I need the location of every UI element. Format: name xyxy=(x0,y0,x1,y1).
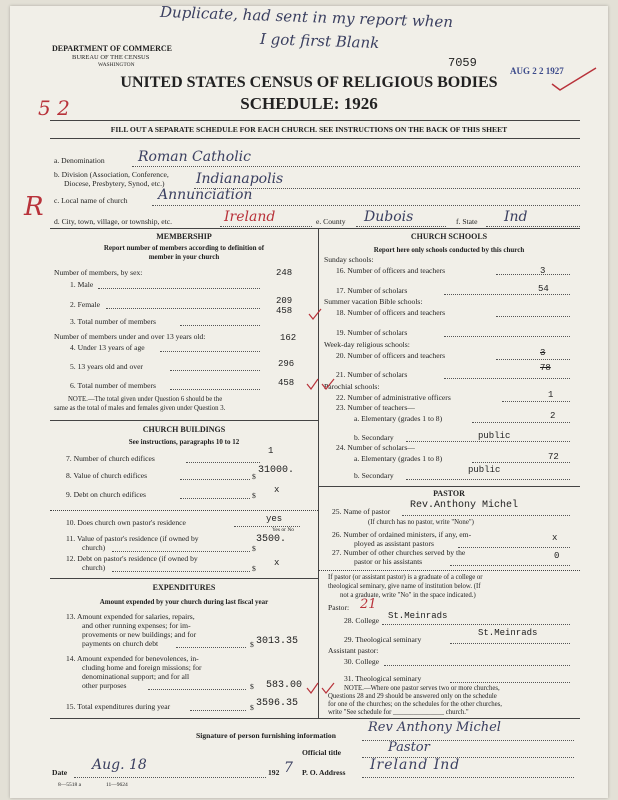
q15-label: 15. Total expenditures during year xyxy=(66,702,171,711)
division-label: b. Division (Association, Conference, xyxy=(54,170,169,179)
red-check-icon xyxy=(308,308,322,322)
q18-leader xyxy=(496,316,570,317)
pastor-note-2: Questions 28 and 29 should be answered only on the schedule xyxy=(328,693,497,700)
q26-label-a: 26. Number of ordained ministers, if any, em- xyxy=(332,530,472,539)
grad-text-2: theological seminary, give name of institution below. (If xyxy=(328,583,481,590)
grad-text-1: If pastor (or assistant pastor) is a graduate of a college or xyxy=(328,574,483,581)
q5-value: 296 xyxy=(278,359,295,369)
q25-note: (If church has no pastor, write "None") xyxy=(368,519,474,526)
table-bottom-rule xyxy=(50,718,580,719)
schools-sub: Report here only schools conducted by this church xyxy=(373,246,525,254)
census-schedule-sheet xyxy=(10,2,608,798)
q27-label-b: pastor or his assistants xyxy=(354,557,423,566)
q13-value: 3013.35 xyxy=(256,636,299,647)
q12-label-b: church) xyxy=(82,563,106,572)
q24-label: 24. Number of scholars— xyxy=(336,443,415,452)
q12-dollar: $ xyxy=(252,564,256,573)
buildings-title: CHURCH BUILDINGS xyxy=(142,425,226,434)
county-line xyxy=(356,226,446,227)
q13-leader xyxy=(176,647,246,648)
denomination-line xyxy=(132,166,580,167)
q3-value: 458 xyxy=(276,306,293,316)
q14-dollar: $ xyxy=(250,682,254,691)
q23b-label: b. Secondary xyxy=(354,433,394,442)
pastor-note-4: write "See schedule for _______________ church." xyxy=(328,709,469,716)
pastor-note-1: NOTE.—Where one pastor serves two or more churches, xyxy=(344,685,500,692)
center-divider xyxy=(318,228,319,718)
q6-label: 6. Total number of members xyxy=(70,381,157,390)
q3-leader xyxy=(180,325,260,326)
q10-label: 10. Does church own pastor's residence xyxy=(66,518,186,527)
fill-instruction: FILL OUT A SEPARATE SCHEDULE FOR EACH CHURCH. SEE INSTRUCTIONS ON THE BACK OF THIS SHEET xyxy=(110,125,508,134)
q8-dollar: $ xyxy=(252,472,256,481)
q24b-value: public xyxy=(468,465,501,475)
q13-label-a: 13. Amount expended for salaries, repairs, xyxy=(66,612,195,621)
q11-label-a: 11. Value of pastor's residence (if owned by xyxy=(66,534,199,543)
pastor-sub-label: Pastor: xyxy=(328,603,350,612)
q21-label: 21. Number of scholars xyxy=(336,370,408,379)
stamp-date: AUG 2 2 1927 xyxy=(510,66,564,76)
rule-membership xyxy=(50,420,318,421)
q9-value: x xyxy=(274,485,280,495)
q2-leader xyxy=(106,308,260,309)
q30-label: 30. College xyxy=(344,657,380,666)
official-title-label: Official title xyxy=(302,748,342,757)
q31-leader xyxy=(450,682,570,683)
q15-value: 3596.35 xyxy=(256,698,299,709)
q10-value: yes xyxy=(266,514,283,524)
schools-title: CHURCH SCHOOLS xyxy=(410,232,488,241)
q31-label: 31. Theological seminary xyxy=(344,674,422,683)
q26-leader xyxy=(458,547,570,548)
membership-title: MEMBERSHIP xyxy=(156,232,212,241)
q1-leader xyxy=(98,288,260,289)
membership-note-2: same as the total of males and females given under Question 3. xyxy=(54,405,226,412)
q15-leader xyxy=(190,710,246,711)
q7-label: 7. Number of church edifices xyxy=(66,454,155,463)
q24b-leader xyxy=(406,479,570,480)
q18-label: 18. Number of officers and teachers xyxy=(336,308,446,317)
q29-leader xyxy=(450,643,570,644)
q22-leader xyxy=(502,401,570,402)
q15-dollar: $ xyxy=(250,703,254,712)
pastor-title: PASTOR xyxy=(433,489,465,498)
q23b-leader xyxy=(406,441,570,442)
pastor-note-3: for one of the churches; on the schedules for the other churches, xyxy=(328,701,503,708)
parochial-label: Parochial schools: xyxy=(324,382,380,391)
q2-value: 209 xyxy=(276,296,293,306)
q7-leader xyxy=(186,462,260,463)
local-name-value: Annunciation xyxy=(158,187,253,203)
form-subtitle: SCHEDULE: 1926 xyxy=(240,94,378,113)
q20-leader xyxy=(496,359,570,360)
q12-leader xyxy=(112,571,250,572)
city-label: d. City, town, village, or township, etc. xyxy=(54,217,173,226)
q4-leader xyxy=(160,351,260,352)
q14-leader xyxy=(148,689,246,690)
q20-value: 3 xyxy=(540,348,546,358)
signature-value: Rev Anthony Michel xyxy=(368,720,501,735)
division-value: Indianapolis xyxy=(196,171,284,187)
expenditures-title: EXPENDITURES xyxy=(152,583,216,592)
q4-label: 4. Under 13 years of age xyxy=(70,343,145,352)
stamp-number: 7059 xyxy=(448,56,477,70)
official-title-value: Pastor xyxy=(388,740,430,755)
table-top-rule xyxy=(50,228,580,229)
q17-label: 17. Number of scholars xyxy=(336,286,408,295)
rule-pastor-mid xyxy=(318,570,580,571)
local-name-line xyxy=(152,205,580,206)
q23a-leader xyxy=(472,422,570,423)
yes-no-hint: Yes or No xyxy=(272,527,295,533)
division-label-2: Diocese, Presbytery, Synod, etc.) xyxy=(64,179,165,188)
red-check-icon xyxy=(306,378,336,392)
q14-value: 583.00 xyxy=(266,680,303,691)
q14-label-c: denominational support; and for all xyxy=(82,672,190,681)
q23b-value: public xyxy=(478,431,511,441)
weekday-label: Week-day religious schools: xyxy=(324,340,410,349)
q13-label-d: payments on church debt xyxy=(82,639,159,648)
rule-instruction xyxy=(50,138,580,139)
rule-buildings xyxy=(50,578,318,579)
red-check-icon xyxy=(306,682,336,696)
local-name-label: c. Local name of church xyxy=(54,196,128,205)
rule-buildings-mid xyxy=(50,510,318,511)
q11-leader xyxy=(112,551,250,552)
q6-value: 458 xyxy=(278,378,295,388)
q22-value: 1 xyxy=(548,390,554,400)
county-value: Dubois xyxy=(364,209,414,225)
q24a-leader xyxy=(472,462,570,463)
membership-note-1: NOTE.—The total given under Question 6 should be the xyxy=(68,396,223,403)
q27-leader xyxy=(450,565,570,566)
denomination-label: a. Denomination xyxy=(54,156,105,165)
q1-value: 248 xyxy=(276,268,293,278)
q24b-label: b. Secondary xyxy=(354,471,394,480)
rule-schools xyxy=(318,486,580,487)
q5-leader xyxy=(170,370,260,371)
margin-letter: R xyxy=(24,192,44,222)
grad-text-3: not a graduate, write "No" in the space indicated.) xyxy=(340,592,476,599)
q29-label: 29. Theological seminary xyxy=(344,635,422,644)
po-address-value: Ireland Ind xyxy=(370,757,461,773)
q13-label-b: and other running expenses; for im- xyxy=(82,621,191,630)
q19-leader xyxy=(444,336,570,337)
county-label: e. County xyxy=(316,217,346,226)
q26-label-b: ployed as assistant pastors xyxy=(354,539,434,548)
q9-label: 9. Debt on church edifices xyxy=(66,490,146,499)
state-value: Ind xyxy=(504,209,528,225)
q12-value: x xyxy=(274,558,280,568)
q28-value: St.Meinrads xyxy=(388,611,448,621)
buildings-sub: See instructions, paragraphs 10 to 12 xyxy=(128,438,240,446)
q19-label: 19. Number of scholars xyxy=(336,328,408,337)
q20-label: 20. Number of officers and teachers xyxy=(336,351,446,360)
q27-value: 0 xyxy=(554,551,560,561)
q4-value: 162 xyxy=(280,333,297,343)
q16-leader xyxy=(496,274,570,275)
q23-label: 23. Number of teachers— xyxy=(336,403,415,412)
q28-label: 28. College xyxy=(344,616,380,625)
year-value: 7 xyxy=(284,760,293,776)
q9-leader xyxy=(180,498,250,499)
q17-value: 54 xyxy=(538,284,549,294)
q13-label-c: provements or new buildings; and for xyxy=(82,630,197,639)
q22-label: 22. Number of administrative officers xyxy=(336,393,451,402)
date-value: Aug. 18 xyxy=(92,757,147,773)
signature-label: Signature of person furnishing information xyxy=(196,731,336,740)
q11-dollar: $ xyxy=(252,544,256,553)
q11-label-b: church) xyxy=(82,543,106,552)
form-title: UNITED STATES CENSUS OF RELIGIOUS BODIES xyxy=(120,74,498,91)
year-label: 192 xyxy=(268,768,280,777)
membership-intro-2: member in your church xyxy=(148,253,220,261)
q12-label-a: 12. Debt on pastor's residence (if owned by xyxy=(66,554,198,563)
q9-dollar: $ xyxy=(252,491,256,500)
q11-value: 3500. xyxy=(256,534,287,545)
q16-value: 3 xyxy=(540,266,546,276)
department-line3: WASHINGTON xyxy=(98,62,135,68)
pastor-mark: 21 xyxy=(360,597,377,612)
handwritten-note-line1: Duplicate, had sent in my report when xyxy=(159,2,454,32)
handwritten-note-line2: I got first Blank xyxy=(259,29,380,53)
expenditures-sub: Amount expended by your church during last fiscal year xyxy=(99,598,269,606)
q16-label: 16. Number of officers and teachers xyxy=(336,266,446,275)
city-line xyxy=(220,226,312,227)
q3-label: 3. Total number of members xyxy=(70,317,157,326)
q23a-label: a. Elementary (grades 1 to 8) xyxy=(354,414,443,423)
state-line xyxy=(486,226,580,227)
q14-label-d: other purposes xyxy=(82,681,127,690)
q6-leader xyxy=(170,389,260,390)
denomination-value: Roman Catholic xyxy=(138,149,251,165)
state-label: f. State xyxy=(456,217,478,226)
q14-label-b: cluding home and foreign missions; for xyxy=(82,663,202,672)
q8-value: 31000. xyxy=(258,465,295,476)
q27-label-a: 27. Number of other churches served by the xyxy=(332,548,466,557)
q17-leader xyxy=(444,294,570,295)
q7-value: 1 xyxy=(268,446,274,456)
q2-label: 2. Female xyxy=(70,300,100,309)
membership-intro-1: Report number of members according to definition of xyxy=(103,244,265,252)
assistant-label: Assistant pastor: xyxy=(328,646,379,655)
form-number: 8—5518 a xyxy=(58,782,82,788)
by-sex-label: Number of members, by sex: xyxy=(54,268,143,277)
q8-label: 8. Value of church edifices xyxy=(66,471,148,480)
q25-value: Rev.Anthony Michel xyxy=(410,500,519,511)
margin-number: 5 2 xyxy=(38,96,70,120)
date-label: Date xyxy=(52,768,68,777)
q13-dollar: $ xyxy=(250,640,254,649)
by-age-label: Number of members under and over 13 years old: xyxy=(54,332,206,341)
q30-leader xyxy=(384,665,570,666)
q14-label-a: 14. Amount expended for benevolences, in- xyxy=(66,654,199,663)
q24a-label: a. Elementary (grades 1 to 8) xyxy=(354,454,443,463)
q21-value: 78 xyxy=(540,363,551,373)
form-number-2: 11—9624 xyxy=(106,782,128,788)
q23a-value: 2 xyxy=(550,411,556,421)
q25-leader xyxy=(402,515,570,516)
q5-label: 5. 13 years old and over xyxy=(70,362,143,371)
department-line1: DEPARTMENT OF COMMERCE xyxy=(52,44,173,53)
summer-label: Summer vacation Bible schools: xyxy=(324,297,423,306)
po-address-line xyxy=(362,777,574,778)
q1-label: 1. Male xyxy=(70,280,94,289)
sunday-label: Sunday schools: xyxy=(324,255,374,264)
q8-leader xyxy=(180,479,250,480)
q28-leader xyxy=(382,624,570,625)
q25-label: 25. Name of pastor xyxy=(332,507,391,516)
q21-leader xyxy=(444,378,570,379)
city-value: Ireland xyxy=(224,209,276,225)
po-address-label: P. O. Address xyxy=(302,768,346,777)
rule-top xyxy=(50,120,580,121)
q29-value: St.Meinrads xyxy=(478,628,538,638)
date-line xyxy=(74,777,266,778)
q26-value: x xyxy=(552,533,558,543)
department-line2: BUREAU OF THE CENSUS xyxy=(72,54,150,61)
q24a-value: 72 xyxy=(548,452,559,462)
